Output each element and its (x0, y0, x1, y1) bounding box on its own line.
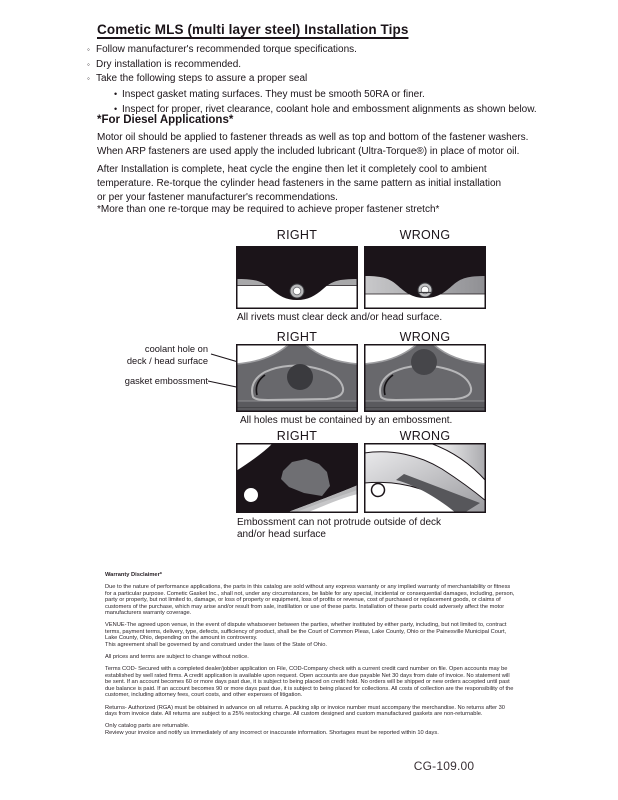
diesel-section-heading: *For Diesel Applications* (97, 114, 234, 126)
rivet-wrong-diagram (364, 246, 486, 309)
list-item (114, 87, 537, 103)
label-line: coolant hole on (144, 344, 208, 354)
diesel-paragraph-2 (97, 163, 501, 205)
right-label-row1: RIGHT (276, 228, 318, 242)
row2-caption: All holes must be contained by an embossment. (240, 415, 453, 426)
tip-text: Dry installation is recommended. (96, 58, 242, 70)
returns-paragraph: Returns- Authorized (RGA) must be obtained in advance on all returns. A packing slip or invoice number must accompany the merchandise. No returns after 30 days from invoice date. All returns are subject to a 25% restocking charge. All custom designed and custom manufactured gaskets are non-returnable. (105, 704, 505, 717)
caption-line: Embossment can not protrude outside of deck (237, 517, 442, 528)
list-item (87, 72, 537, 87)
circle-bullet-icon: ◦ (87, 45, 90, 54)
page-title: Cometic MLS (multi layer steel) Installation Tips (97, 22, 409, 37)
diesel-paragraph-1 (97, 131, 528, 159)
venue-paragraph: VENUE-The agreed upon venue, in the event of dispute whatsoever between the parties, whether instituted by either party, including, but not limited to, contract terms, payment terms, delivery, type, defects, sufficiency of product, shall be the Court of Common Pleas, Lake County, Ohio or the Painesville Municipal Court, Lake County, Ohio, depending on the amount in controversy. (105, 622, 507, 642)
right-label-row2: RIGHT (276, 330, 318, 344)
retorque-note: *More than one re-torque may be required to achieve proper fastener stretch* (97, 204, 440, 215)
catalog-parts-line: Only catalog parts are returnable. (105, 723, 190, 730)
paragraph-line: temperature. Re-torque the cylinder head fasteners in the same pattern as initial installation (97, 178, 502, 189)
paragraph-line: or per your fastener manufacturer's recommendations. (97, 192, 338, 203)
legal-fine-print (105, 572, 517, 742)
rivet-right-diagram (236, 246, 358, 309)
installation-tips-list (87, 43, 537, 118)
right-label-row3: RIGHT (276, 429, 318, 443)
dot-bullet-icon: • (114, 88, 118, 99)
embossment-wrong-diagram (364, 344, 486, 412)
paragraph-line: When ARP fasteners are used apply the included lubricant (Ultra-Torque®) in place of motor oil. (97, 146, 520, 157)
tip-text: Take the following steps to assure a proper seal (96, 73, 308, 85)
row3-caption (237, 517, 441, 541)
wrong-label-row3: WRONG (399, 429, 451, 443)
gasket-embossment-label: gasket embossment (124, 376, 208, 386)
tip-text: Follow manufacturer's recommended torque specifications. (96, 44, 357, 55)
dot-bullet-icon: • (114, 104, 118, 115)
review-invoice-line: Review your invoice and notify us immediately of any incorrect or inaccurate information. Shortages must be reported within 10 days. (105, 729, 439, 736)
deck-edge-wrong-diagram (364, 443, 486, 513)
governing-law-line: This agreement shall be governed by and construed under the laws of the State of Ohio. (105, 641, 327, 648)
label-line: deck / head surface (126, 355, 208, 366)
caption-line: and/or head surface (237, 529, 326, 540)
paragraph-line: After Installation is complete, heat cycle the engine then let it completely cool to ambient (97, 164, 487, 175)
prices-line: All prices and terms are subject to change without notice. (105, 654, 249, 661)
coolant-hole-label (58, 344, 208, 367)
terms-cod-paragraph: Terms COD- Secured with a completed dealer/jobber application on File, COD-Company check with a current credit card number on file. Open accounts may be established by well rated firms. A credit application is available upon request. Open accounts are due payable Net 30 days from date of invoice. No statement will be sent. If an account becomes 60 or more days past due, it is subject to being placed on credit hold. No orders will be shipped or new orders accepted until past due balance is paid. If an account becomes 90 or more days past due, it is subject to being placed for collections. All costs of collection are the responsibility of the customer, including attorney fees, court costs, and other expenses of litigation. (105, 666, 514, 699)
tip-text: Inspect for proper, rivet clearance, coolant hole and embossment alignments as shown below. (122, 104, 537, 116)
deck-edge-right-diagram (236, 443, 358, 513)
warranty-disclaimer-heading: Warranty Disclaimer* (105, 572, 163, 578)
paragraph-line: Motor oil should be applied to fastener threads as well as top and bottom of the fastener washers. (97, 132, 529, 143)
page-number: CG-109.00 (413, 759, 475, 773)
embossment-right-diagram (236, 344, 358, 412)
list-item (87, 58, 537, 73)
circle-bullet-icon: ◦ (87, 74, 90, 84)
row1-caption: All rivets must clear deck and/or head surface. (237, 312, 443, 323)
circle-bullet-icon: ◦ (87, 59, 90, 69)
wrong-label-row1: WRONG (399, 228, 451, 242)
warranty-paragraph: Due to the nature of performance applications, the parts in this catalog are sold without any express warranty or any implied warranty of merchantability or fitness for a particular purpose. Cometic Gasket Inc., shall not, under any circumstances, be liable for any special, incidental or consequential damages, including, person, party or property, but not limited to, damage, or loss of property or equipment, loss of profits or revenue, cost of purchased or replacement goods, or claims of customers of the purchase, which may arise and/or result from sale, instillation or use of these parts. Installation of these parts could adversely affect the motor manufacturers warranty coverage. (105, 584, 515, 617)
wrong-label-row2: WRONG (399, 330, 451, 344)
tip-text: Inspect gasket mating surfaces. They must be smooth 50RA or finer. (122, 88, 425, 100)
list-item (87, 43, 537, 58)
